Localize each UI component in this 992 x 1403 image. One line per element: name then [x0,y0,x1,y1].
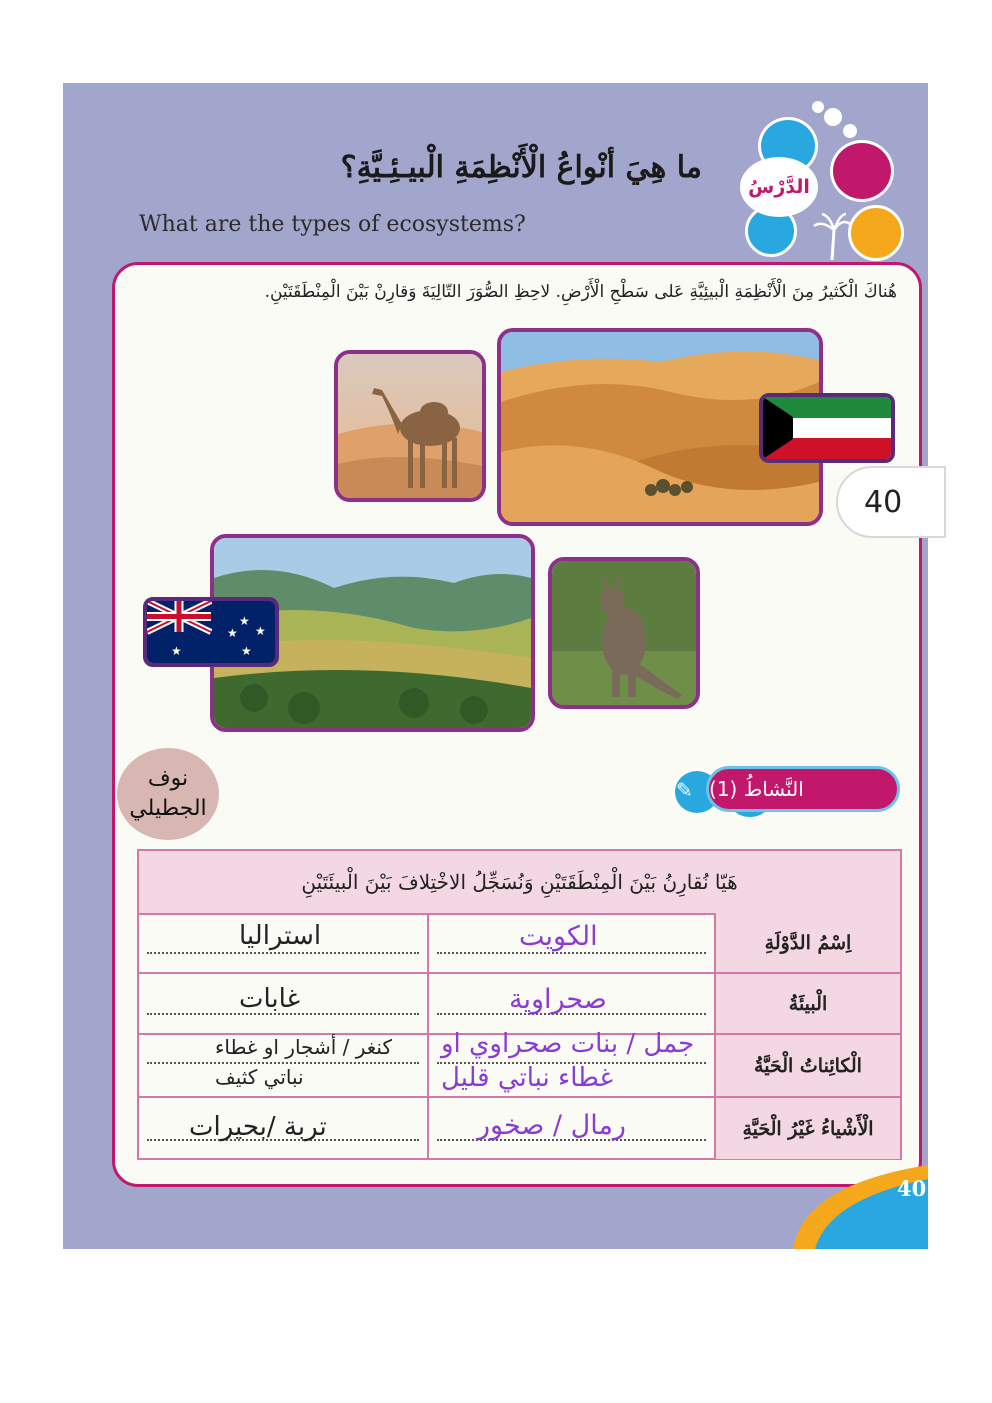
table-header: هَيّا نُقارِنُ بَيْنَ الْمِنْطَقَتَيْنِ وَنُسَجِّلُ الاخْتِلافَ بَيْنَ الْبيئَتَيْنِ [139,851,900,915]
comparison-table [137,849,902,1160]
page-tab: 40 [836,466,946,538]
table-row-non-living-things [139,1098,900,1159]
lesson-title-arabic: ما هِيَ أنْواعُ الْأَنْظِمَةِ الْبيـئِـيَّةِ؟ [340,150,702,185]
kuwait-environment-answer: صحراوية [509,984,607,1015]
palm-tree-icon [812,210,852,262]
australia-non-living-cell[interactable] [139,1098,427,1159]
australia-country-cell[interactable] [139,913,427,972]
pencil-icon-label: ✎ [676,778,693,802]
author-name-bubble [117,748,219,840]
table-row-country [139,913,900,974]
author-first-name: نوف [147,766,189,792]
tree-badge-icon [830,140,894,202]
page-number: 40 [897,1176,927,1201]
australia-environment-cell[interactable] [139,974,427,1033]
activity-label: النَّشاطُ (1) [709,777,804,801]
table-row-living-things [139,1029,900,1098]
table-row-environment [139,974,900,1035]
svg-text:★: ★ [239,614,250,628]
author-last-name: الجطيلي [129,796,207,821]
australia-non-living-answer: تربة /بحيرات [189,1112,327,1142]
row-label-country: اِسْمُ الدَّوْلَةِ [714,913,900,972]
answer-line [147,952,419,954]
kuwait-non-living-answer: رمال / صخور [477,1110,626,1141]
camel-photo [334,350,486,502]
australia-flag [143,597,279,667]
row-label-living-things: الْكائِناتُ الْحَيَّةُ [714,1035,900,1096]
australia-living-things-answer-line2: نباتي كثيف [215,1065,304,1089]
kuwait-country-answer: الكويت [519,921,598,952]
svg-text:★: ★ [227,626,238,640]
camel-badge-icon [848,205,904,261]
australia-living-things-answer-line1: كنغر / أشجار او غطاء [215,1035,392,1059]
lesson-title-english: What are the types of ecosystems? [139,212,526,237]
kuwait-living-things-answer-line1: جمل / بنات صحراوي او [441,1029,695,1059]
intro-text: هُناكَ الْكَثيرُ مِنَ الْأَنْظِمَةِ الْبيئِيَّةِ عَلى سَطْحِ الْأَرْضِ. لاحِظِ الصُّوَرَ التّالِيَةَ وَقارِنْ بَيْنَ الْمِنْطَقَتَيْنِ. [264,282,897,302]
australia-environment-answer: غابات [239,984,301,1014]
lesson-badge: الدَّرْسُ [740,157,818,217]
kangaroo-photo [548,557,700,709]
australia-living-things-cell[interactable] [139,1035,427,1096]
kuwait-flag [759,393,895,463]
australia-country-answer: استراليا [239,921,322,951]
kuwait-living-things-answer-line2: غطاء نباتي قليل [441,1063,614,1093]
kuwait-non-living-cell[interactable] [427,1098,714,1159]
kuwait-living-things-cell[interactable] [427,1029,714,1096]
answer-line [437,952,706,954]
svg-text:★: ★ [171,644,182,658]
kuwait-environment-cell[interactable] [427,974,714,1033]
answer-line [147,1062,419,1064]
kuwait-country-cell[interactable] [427,913,714,972]
row-label-environment: الْبيئَةُ [714,974,900,1033]
badge-bubble-tiny [843,124,857,138]
svg-text:★: ★ [241,644,252,658]
svg-text:★: ★ [255,624,266,638]
badge-bubble-small [824,108,842,126]
activity-label-bar [706,766,900,812]
badge-bubble-mini [812,101,824,113]
row-label-non-living-things: الْأَشْياءُ غَيْرُ الْحَيَّةِ [714,1098,900,1159]
